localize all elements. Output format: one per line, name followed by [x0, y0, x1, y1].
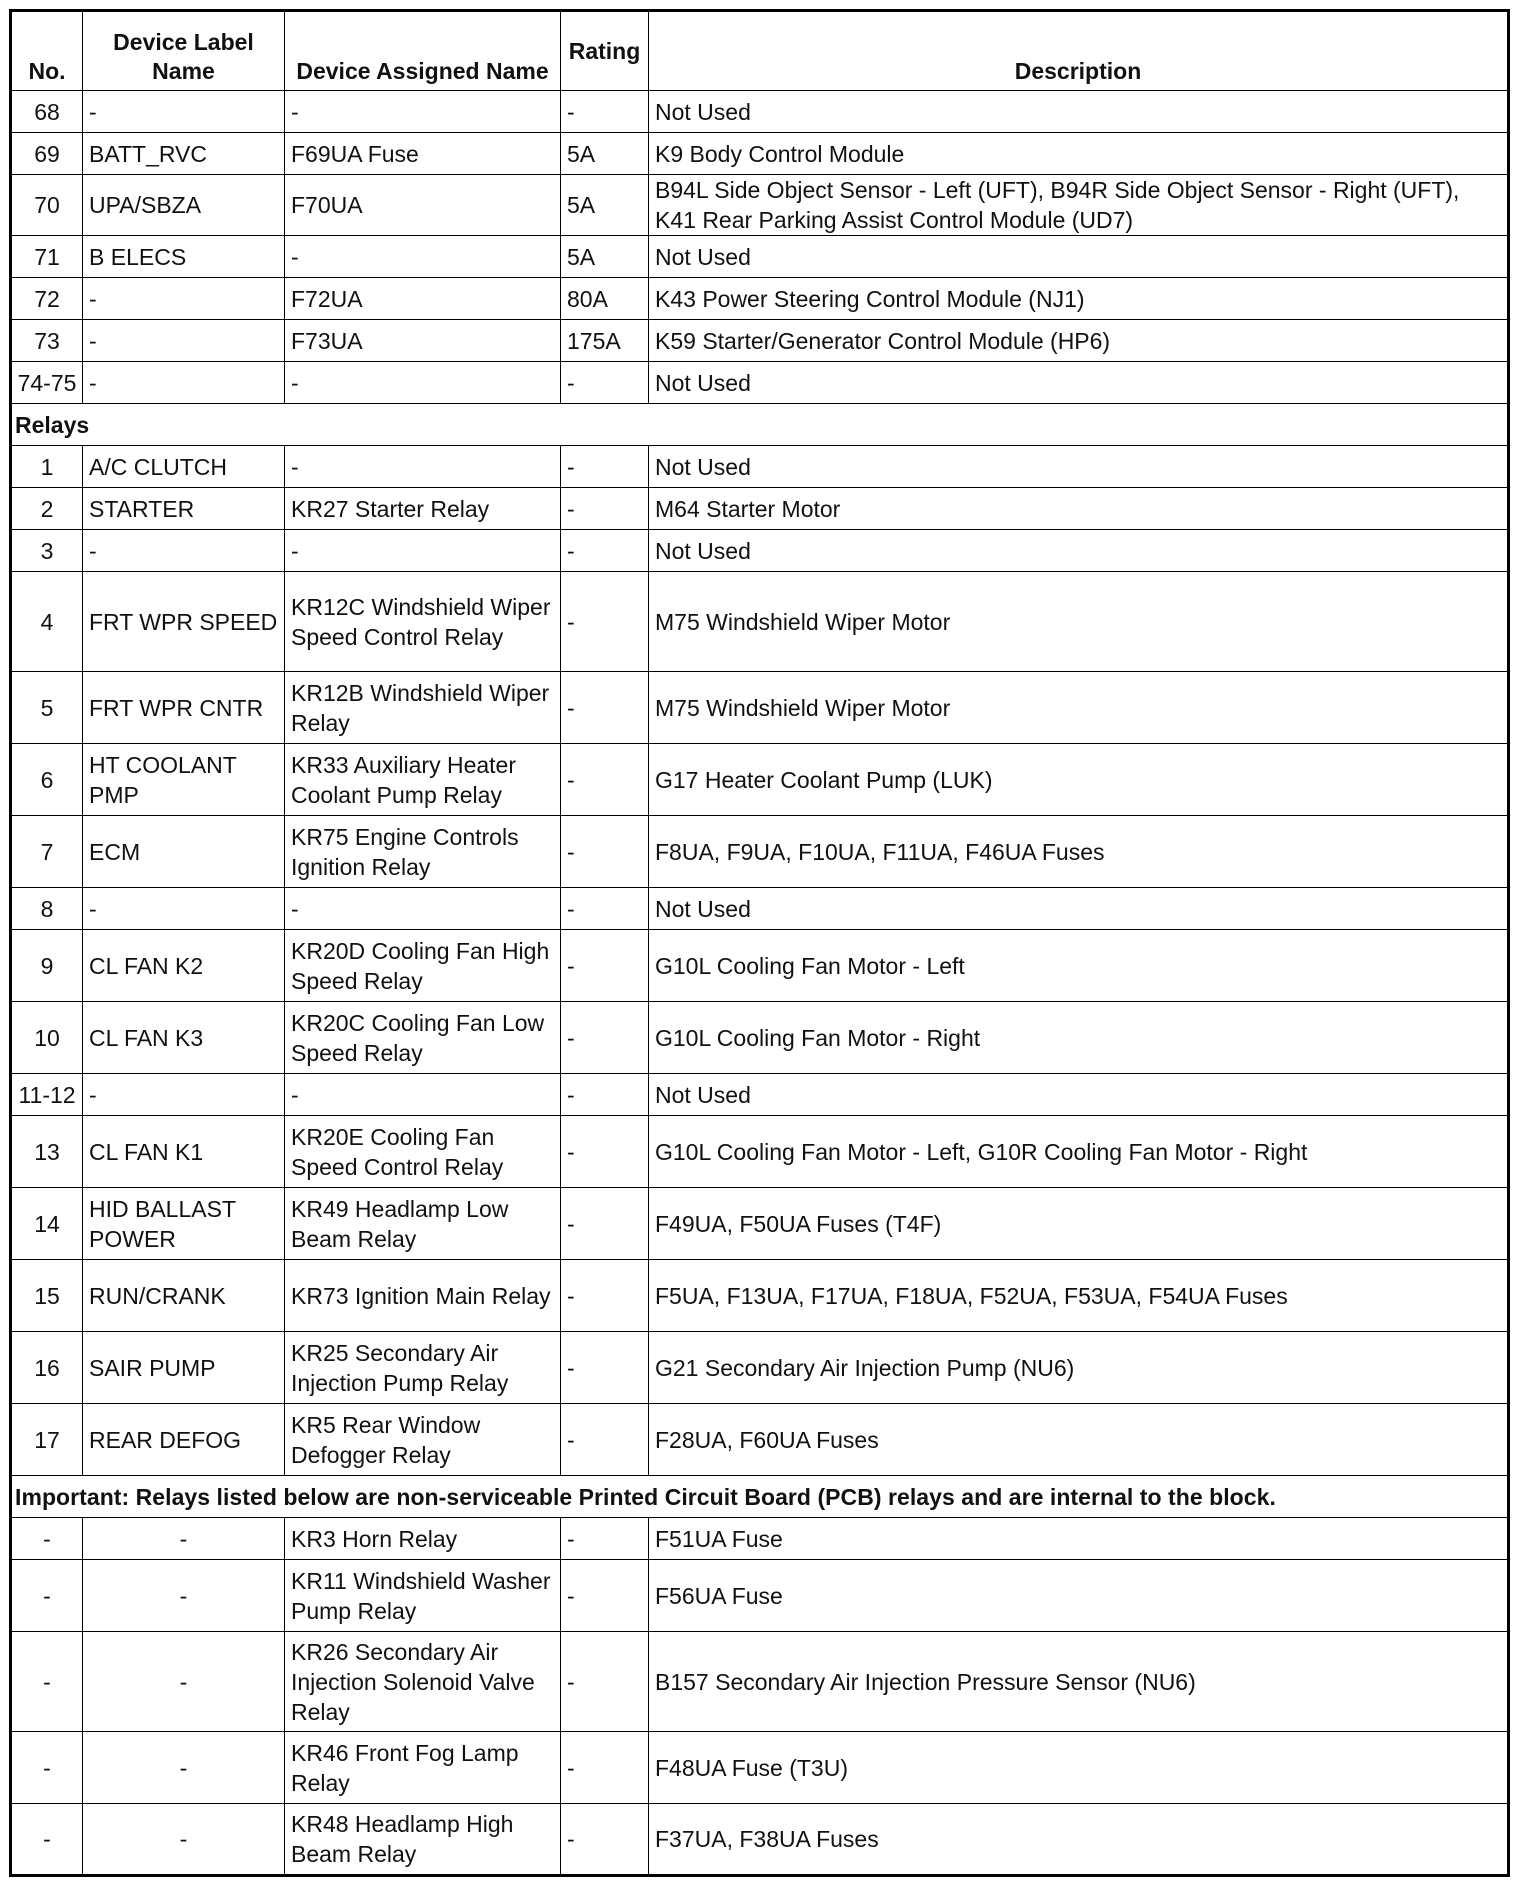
cell-device-assigned-name: KR73 Ignition Main Relay [285, 1260, 561, 1332]
cell-no: 4 [11, 572, 83, 672]
cell-rating: - [561, 91, 649, 133]
cell-no: 68 [11, 91, 83, 133]
cell-device-assigned-name: KR46 Front Fog Lamp Relay [285, 1732, 561, 1804]
cell-device-label-name: CL FAN K1 [83, 1116, 285, 1188]
cell-no: - [11, 1804, 83, 1876]
cell-device-label-name: - [83, 1560, 285, 1632]
cell-description: G17 Heater Coolant Pump (LUK) [649, 744, 1509, 816]
cell-device-label-name: SAIR PUMP [83, 1332, 285, 1404]
cell-description: F37UA, F38UA Fuses [649, 1804, 1509, 1876]
cell-rating: - [561, 362, 649, 404]
cell-rating: - [561, 1260, 649, 1332]
cell-device-assigned-name: - [285, 530, 561, 572]
table-row [11, 1074, 1509, 1116]
cell-device-assigned-name: F70UA [285, 175, 561, 236]
cell-description: M64 Starter Motor [649, 488, 1509, 530]
cell-device-assigned-name: KR27 Starter Relay [285, 488, 561, 530]
cell-rating: 80A [561, 278, 649, 320]
cell-device-assigned-name: KR12B Windshield Wiper Relay [285, 672, 561, 744]
table-row [11, 488, 1509, 530]
cell-device-label-name: A/C CLUTCH [83, 446, 285, 488]
table-row [11, 672, 1509, 744]
cell-rating: - [561, 1518, 649, 1560]
cell-rating: - [561, 1632, 649, 1732]
cell-no: 71 [11, 236, 83, 278]
cell-no: 6 [11, 744, 83, 816]
cell-no: 72 [11, 278, 83, 320]
cell-device-assigned-name: - [285, 91, 561, 133]
table-row [11, 1188, 1509, 1260]
cell-no: 3 [11, 530, 83, 572]
cell-description: K59 Starter/Generator Control Module (HP6) [649, 320, 1509, 362]
cell-description: G10L Cooling Fan Motor - Left [649, 930, 1509, 1002]
cell-description: F49UA, F50UA Fuses (T4F) [649, 1188, 1509, 1260]
cell-device-assigned-name: F72UA [285, 278, 561, 320]
table-row [11, 744, 1509, 816]
cell-device-label-name: - [83, 278, 285, 320]
cell-device-assigned-name: KR25 Secondary Air Injection Pump Relay [285, 1332, 561, 1404]
cell-description: Not Used [649, 446, 1509, 488]
table-row [11, 1116, 1509, 1188]
table-row [11, 1002, 1509, 1074]
cell-device-assigned-name: KR11 Windshield Washer Pump Relay [285, 1560, 561, 1632]
pcb-relay-rows [11, 1518, 1509, 1876]
relays-heading-row [11, 404, 1509, 446]
cell-no: - [11, 1732, 83, 1804]
cell-device-label-name: - [83, 1804, 285, 1876]
cell-no: 73 [11, 320, 83, 362]
cell-device-assigned-name: KR48 Headlamp High Beam Relay [285, 1804, 561, 1876]
fuse-relay-table-sheet [9, 9, 1510, 1877]
cell-no: 17 [11, 1404, 83, 1476]
cell-rating: 5A [561, 175, 649, 236]
cell-description: K43 Power Steering Control Module (NJ1) [649, 278, 1509, 320]
cell-description: F8UA, F9UA, F10UA, F11UA, F46UA Fuses [649, 816, 1509, 888]
cell-device-assigned-name: - [285, 362, 561, 404]
cell-no: 13 [11, 1116, 83, 1188]
cell-device-label-name: B ELECS [83, 236, 285, 278]
cell-device-label-name: - [83, 1632, 285, 1732]
cell-device-assigned-name: KR20D Cooling Fan High Speed Relay [285, 930, 561, 1002]
relays-section [11, 404, 1509, 446]
cell-no: 2 [11, 488, 83, 530]
cell-device-assigned-name: - [285, 1074, 561, 1116]
cell-no: 69 [11, 133, 83, 175]
table-row [11, 1518, 1509, 1560]
cell-rating: - [561, 488, 649, 530]
cell-device-label-name: - [83, 530, 285, 572]
table-row [11, 572, 1509, 672]
cell-device-assigned-name: KR20C Cooling Fan Low Speed Relay [285, 1002, 561, 1074]
cell-description: F51UA Fuse [649, 1518, 1509, 1560]
cell-rating: - [561, 1074, 649, 1116]
header-description: Description [649, 11, 1509, 91]
table-row [11, 1332, 1509, 1404]
cell-description: Not Used [649, 1074, 1509, 1116]
header-row [11, 11, 1509, 91]
header-device-label-name: Device Label Name [83, 11, 285, 91]
cell-rating: - [561, 1116, 649, 1188]
table-row [11, 1260, 1509, 1332]
cell-device-label-name: UPA/SBZA [83, 175, 285, 236]
cell-device-label-name: - [83, 1732, 285, 1804]
cell-no: 74-75 [11, 362, 83, 404]
relay-rows [11, 446, 1509, 1476]
relays-heading: Relays [11, 404, 1509, 446]
cell-device-assigned-name: F73UA [285, 320, 561, 362]
pcb-note-section [11, 1476, 1509, 1518]
cell-no: 9 [11, 930, 83, 1002]
table-row [11, 1404, 1509, 1476]
table-row [11, 362, 1509, 404]
cell-description: F28UA, F60UA Fuses [649, 1404, 1509, 1476]
cell-device-assigned-name: KR3 Horn Relay [285, 1518, 561, 1560]
cell-device-assigned-name: - [285, 446, 561, 488]
table-row [11, 1632, 1509, 1732]
table-row [11, 816, 1509, 888]
fuse-rows [11, 91, 1509, 404]
cell-no: - [11, 1560, 83, 1632]
cell-no: 5 [11, 672, 83, 744]
cell-no: 15 [11, 1260, 83, 1332]
cell-device-assigned-name: KR49 Headlamp Low Beam Relay [285, 1188, 561, 1260]
header-rating: Rating [561, 11, 649, 91]
cell-device-label-name: HT COOLANT PMP [83, 744, 285, 816]
table-row [11, 320, 1509, 362]
table-row [11, 278, 1509, 320]
cell-description: F56UA Fuse [649, 1560, 1509, 1632]
cell-device-label-name: STARTER [83, 488, 285, 530]
cell-device-label-name: - [83, 320, 285, 362]
cell-rating: - [561, 1560, 649, 1632]
cell-rating: - [561, 572, 649, 672]
table-row [11, 133, 1509, 175]
cell-rating: 175A [561, 320, 649, 362]
cell-rating: - [561, 888, 649, 930]
table-row [11, 1804, 1509, 1876]
cell-no: - [11, 1632, 83, 1732]
cell-device-assigned-name: - [285, 236, 561, 278]
cell-description: M75 Windshield Wiper Motor [649, 672, 1509, 744]
table-row [11, 1732, 1509, 1804]
cell-rating: 5A [561, 133, 649, 175]
cell-rating: - [561, 930, 649, 1002]
table-row [11, 1560, 1509, 1632]
pcb-note-row [11, 1476, 1509, 1518]
cell-rating: - [561, 744, 649, 816]
header-no: No. [11, 11, 83, 91]
cell-no: 16 [11, 1332, 83, 1404]
cell-description: K9 Body Control Module [649, 133, 1509, 175]
cell-no: 70 [11, 175, 83, 236]
cell-no: 8 [11, 888, 83, 930]
cell-device-label-name: - [83, 362, 285, 404]
header-device-assigned-name: Device Assigned Name [285, 11, 561, 91]
cell-device-label-name: FRT WPR SPEED [83, 572, 285, 672]
cell-no: 1 [11, 446, 83, 488]
cell-device-assigned-name: KR5 Rear Window Defogger Relay [285, 1404, 561, 1476]
cell-description: G10L Cooling Fan Motor - Right [649, 1002, 1509, 1074]
table-row [11, 236, 1509, 278]
cell-rating: - [561, 672, 649, 744]
cell-description: F48UA Fuse (T3U) [649, 1732, 1509, 1804]
cell-no: 11-12 [11, 1074, 83, 1116]
cell-description: B94L Side Object Sensor - Left (UFT), B94R Side Object Sensor - Right (UFT), K41 Rear Parking Assist Control Module (UD7) [649, 175, 1509, 236]
table-row [11, 446, 1509, 488]
cell-rating: - [561, 816, 649, 888]
cell-description: B157 Secondary Air Injection Pressure Sensor (NU6) [649, 1632, 1509, 1732]
cell-device-assigned-name: KR20E Cooling Fan Speed Control Relay [285, 1116, 561, 1188]
cell-description: M75 Windshield Wiper Motor [649, 572, 1509, 672]
fuse-relay-table [9, 9, 1510, 1877]
cell-device-label-name: REAR DEFOG [83, 1404, 285, 1476]
cell-description: Not Used [649, 91, 1509, 133]
cell-device-label-name: - [83, 91, 285, 133]
pcb-note: Important: Relays listed below are non-serviceable Printed Circuit Board (PCB) relays and are internal to the block. [11, 1476, 1509, 1518]
cell-no: - [11, 1518, 83, 1560]
table-row [11, 175, 1509, 236]
cell-no: 14 [11, 1188, 83, 1260]
cell-device-label-name: - [83, 888, 285, 930]
cell-description: G21 Secondary Air Injection Pump (NU6) [649, 1332, 1509, 1404]
cell-device-assigned-name: - [285, 888, 561, 930]
cell-device-assigned-name: KR26 Secondary Air Injection Solenoid Valve Relay [285, 1632, 561, 1732]
cell-rating: - [561, 1332, 649, 1404]
table-row [11, 530, 1509, 572]
cell-rating: - [561, 446, 649, 488]
cell-device-label-name: - [83, 1518, 285, 1560]
cell-no: 10 [11, 1002, 83, 1074]
table-row [11, 91, 1509, 133]
cell-device-assigned-name: KR75 Engine Controls Ignition Relay [285, 816, 561, 888]
cell-description: Not Used [649, 362, 1509, 404]
table-row [11, 888, 1509, 930]
cell-device-label-name: CL FAN K2 [83, 930, 285, 1002]
table-row [11, 930, 1509, 1002]
cell-description: F5UA, F13UA, F17UA, F18UA, F52UA, F53UA, F54UA Fuses [649, 1260, 1509, 1332]
cell-rating: - [561, 1804, 649, 1876]
cell-description: Not Used [649, 888, 1509, 930]
cell-device-label-name: CL FAN K3 [83, 1002, 285, 1074]
cell-rating: - [561, 530, 649, 572]
cell-device-label-name: HID BALLAST POWER [83, 1188, 285, 1260]
cell-rating: - [561, 1732, 649, 1804]
cell-rating: - [561, 1404, 649, 1476]
cell-rating: - [561, 1002, 649, 1074]
cell-no: 7 [11, 816, 83, 888]
cell-rating: - [561, 1188, 649, 1260]
cell-device-label-name: BATT_RVC [83, 133, 285, 175]
cell-description: Not Used [649, 530, 1509, 572]
cell-device-assigned-name: KR33 Auxiliary Heater Coolant Pump Relay [285, 744, 561, 816]
cell-device-label-name: FRT WPR CNTR [83, 672, 285, 744]
cell-device-assigned-name: KR12C Windshield Wiper Speed Control Relay [285, 572, 561, 672]
cell-device-label-name: RUN/CRANK [83, 1260, 285, 1332]
cell-description: Not Used [649, 236, 1509, 278]
cell-device-label-name: - [83, 1074, 285, 1116]
cell-device-label-name: ECM [83, 816, 285, 888]
cell-device-assigned-name: F69UA Fuse [285, 133, 561, 175]
cell-description: G10L Cooling Fan Motor - Left, G10R Cooling Fan Motor - Right [649, 1116, 1509, 1188]
cell-rating: 5A [561, 236, 649, 278]
